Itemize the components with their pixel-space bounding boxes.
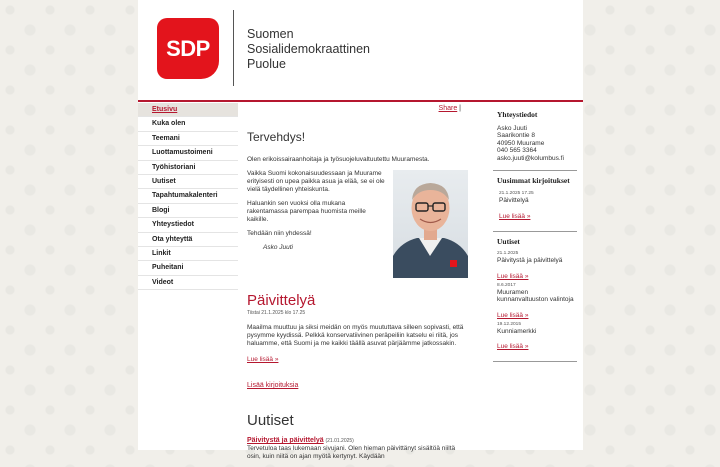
contact-name: Asko Juuti <box>497 124 527 132</box>
page-container <box>138 0 583 460</box>
portrait-illustration <box>393 170 468 278</box>
nav-item-blogi[interactable]: Blogi <box>138 204 238 218</box>
nav-item-videot[interactable]: Videot <box>138 276 238 290</box>
sidebar-news-read-more[interactable]: Lue lisää » <box>497 343 529 351</box>
sidebar-news-read-more[interactable]: Lue lisää » <box>497 311 529 319</box>
nav-item-ota-yhteytta[interactable]: Ota yhteyttä <box>138 233 238 247</box>
contact-box <box>493 105 577 171</box>
party-name-line: Sosialidemokraattinen <box>247 42 370 56</box>
more-posts-link[interactable]: Lisää kirjoituksia <box>247 382 299 389</box>
news-item-body: Tervetuloa taas lukemaan sivujani. Olen hieman päivittänyt sisältöä niiltä osin, kuin niitä on ajan myötä kertynyt. Käydään <box>247 445 456 460</box>
share-row <box>247 105 469 117</box>
main-content <box>247 105 469 467</box>
sidebar-news-read-more[interactable]: Lue lisää » <box>497 272 529 280</box>
news-heading: Uutiset <box>247 412 294 429</box>
logo-divider <box>233 10 234 86</box>
greeting-heading: Tervehdys! <box>247 130 306 144</box>
share-separator: | <box>457 105 461 112</box>
sidebar-news-date: 8.6.2017 <box>497 282 516 288</box>
latest-post-date: 21.1.2025 17.25 <box>499 190 534 196</box>
share-link[interactable]: Share <box>438 105 458 112</box>
site-header <box>138 0 583 102</box>
nav-item-teemani[interactable]: Teemani <box>138 132 238 146</box>
sidebar-news-item <box>497 283 577 322</box>
signature: Asko Juuti <box>263 244 293 251</box>
sidebar-news-date: 21.1.2025 <box>497 251 519 257</box>
intro-section <box>247 170 469 292</box>
sdp-logo[interactable]: SDP <box>157 18 219 79</box>
latest-post-title: Päivittelyä <box>499 196 529 204</box>
intro-paragraph: Vaikka Suomi kokonaisuudessaan ja Muurame erityisesti on upea paikka asua ja elää, se ei ole vielä täydellinen yhteiskunta. <box>247 170 385 193</box>
intro-text <box>247 170 387 251</box>
sidebar <box>493 105 577 362</box>
sidebar-news-date: 19.12.2015 <box>497 321 522 327</box>
sidebar-news-item <box>497 322 577 354</box>
blog-post-meta: Tiistai 21.1.2025 klo 17.25 <box>247 310 306 316</box>
nav-item-etusivu[interactable]: Etusivu <box>138 103 238 117</box>
contact-email: asko.juuti@kolumbus.fi <box>497 154 564 162</box>
latest-posts-heading: Uusimmat kirjoitukset <box>497 176 570 186</box>
news-item <box>247 437 469 461</box>
news-item-title[interactable]: Päivitystä ja päivittelyä <box>247 437 324 444</box>
contact-heading: Yhteystiedot <box>497 110 538 119</box>
party-name-line: Puolue <box>247 57 286 71</box>
blog-post-title[interactable]: Päivittelyä <box>247 292 316 309</box>
sidebar-news-title: Kunniamerkki <box>497 327 537 335</box>
contact-city: 40950 Muurame <box>497 139 545 147</box>
latest-posts-box <box>493 171 577 231</box>
nav-item-uutiset[interactable]: Uutiset <box>138 175 238 189</box>
nav-item-yhteystiedot[interactable]: Yhteystiedot <box>138 218 238 232</box>
intro-paragraph: Olen erikoissairaanhoitaja ja työsuojeluvaltuutettu Muuramesta. <box>247 156 430 163</box>
latest-post-read-more[interactable]: Lue lisää » <box>499 212 531 220</box>
sidebar-news-item <box>497 251 577 283</box>
portrait-photo <box>393 170 468 278</box>
nav-item-tyohistoriani[interactable]: Työhistoriani <box>138 161 238 175</box>
contact-phone: 040 565 3364 <box>497 147 537 155</box>
sidebar-news-heading: Uutiset <box>497 236 520 246</box>
news-item-date: (21.01.2025) <box>325 438 354 444</box>
party-name <box>247 27 370 72</box>
intro-paragraph: Haluankin sen vuoksi olla mukana rakentamassa parempaa huomista meille kaikille. <box>247 200 366 223</box>
party-name-line: Suomen <box>247 27 294 41</box>
nav-item-puheitani[interactable]: Puheitani <box>138 261 238 275</box>
nav-item-luottamustoimeni[interactable]: Luottamustoimeni <box>138 146 238 160</box>
nav-item-tapahtumakalenteri[interactable]: Tapahtumakalenteri <box>138 189 238 203</box>
intro-paragraph: Tehdään niin yhdessä! <box>247 230 312 237</box>
contact-street: Saarikontie 8 <box>497 132 535 140</box>
blog-read-more-link[interactable]: Lue lisää » <box>247 356 279 363</box>
nav-item-kuka-olen[interactable]: Kuka olen <box>138 117 238 131</box>
blog-post-body: Maailma muuttuu ja siksi meidän on myös muututtava silleen sopivasti, että pysymme kyydissä. Pelkkä konservatiivinen peräpeiliin katselu ei riitä, jos haluamme, että Suomi ja me kaikki täällä asuvat pärjäämme jatkossakin. <box>247 324 464 347</box>
nav-item-linkit[interactable]: Linkit <box>138 247 238 261</box>
sidebar-news-title: Muuramen kunnanvaltuuston valintoja <box>497 288 574 304</box>
sidebar-news-title: Päivitystä ja päivittelyä <box>497 257 563 265</box>
blog-read-more-row <box>247 356 469 364</box>
main-navigation <box>138 103 238 290</box>
sidebar-news-box <box>493 232 577 363</box>
